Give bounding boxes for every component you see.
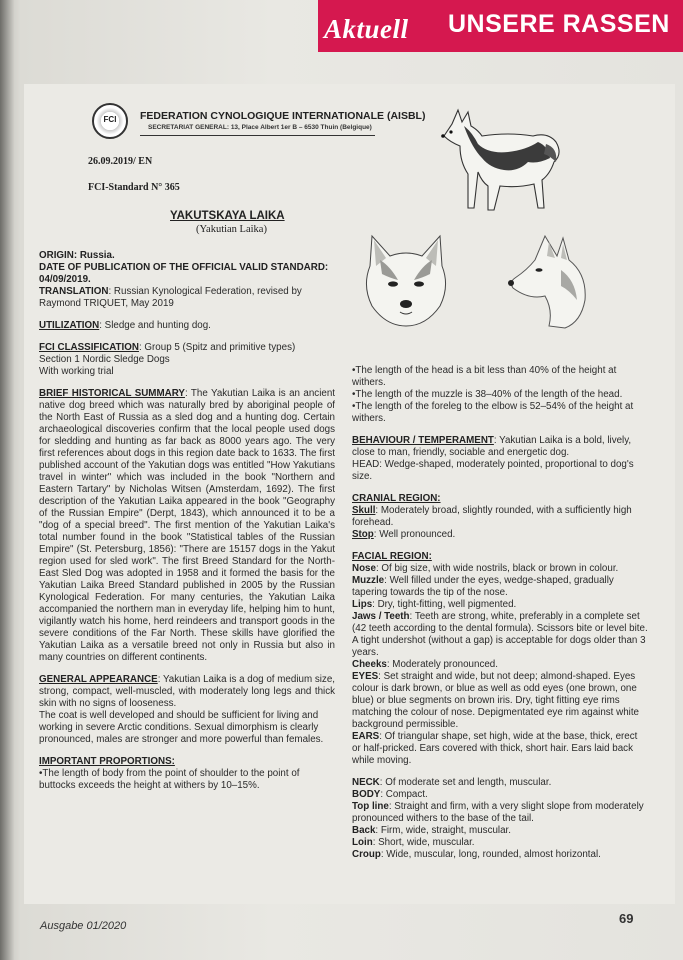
fci-classification-section: Section 1 Nordic Sledge Dogs xyxy=(39,354,170,365)
doc-standard-number: FCI-Standard N° 365 xyxy=(88,182,180,193)
appearance-text: : Yakutian Laika is a dog of medium size, strong, compact, well-muscled, with moderately long legs and thick skin with no signs of looseness. xyxy=(39,674,335,709)
proportions-label: IMPORTANT PROPORTIONS: xyxy=(39,756,175,767)
left-column xyxy=(39,250,335,802)
ears-label: EARS xyxy=(352,731,380,742)
proportion-4: •The length of the foreleg to the elbow is 52–54% of the height at withers. xyxy=(352,401,634,424)
fci-classification-label: FCI CLASSIFICATION xyxy=(39,342,139,353)
topline-label: Top line xyxy=(352,801,389,812)
cheeks-text: : Moderately pronounced. xyxy=(386,659,498,670)
behaviour-label: BEHAVIOUR / TEMPERAMENT xyxy=(352,435,494,446)
jaws-text: : Teeth are strong, white, preferably in a complete set (42 teeth according to the dental formula). Scissors bite or level bite. A tight undershot (without a gap) is acceptable for dogs older than 3 years. xyxy=(352,611,648,658)
page-number: 69 xyxy=(619,911,634,926)
nose-text: : Of big size, with wide nostrils, black or brown in colour. xyxy=(375,563,619,574)
behaviour-text: : Yakutian Laika is a bold, lively, close to man, friendly, sociable and energetic dog. xyxy=(352,435,632,458)
cranial-label: CRANIAL REGION: xyxy=(352,493,441,504)
croup-text: : Wide, muscular, long, rounded, almost horizontal. xyxy=(380,849,601,860)
facial-label: FACIAL REGION: xyxy=(352,551,432,562)
publication-date: DATE OF PUBLICATION OF THE OFFICIAL VALID STANDARD: 04/09/2019. xyxy=(39,262,329,285)
proportion-3: •The length of the muzzle is 38–40% of the length of the head. xyxy=(352,389,623,400)
muzzle-text: : Well filled under the eyes, wedge-shaped, gradually tapering towards the tip of the nose. xyxy=(352,575,614,598)
utilization-label: UTILIZATION xyxy=(39,320,100,331)
fci-name: FEDERATION CYNOLOGIQUE INTERNATIONALE (AISBL) xyxy=(140,110,426,122)
loin-label: Loin xyxy=(352,837,373,848)
skull-text: : Moderately broad, slightly rounded, with a sufficiently high forehead. xyxy=(352,505,632,528)
topline-text: : Straight and firm, with a very slight slope from moderately pronounced withers to the base of the tail. xyxy=(352,801,644,824)
muzzle-label: Muzzle xyxy=(352,575,385,586)
back-text: : Firm, wide, straight, muscular. xyxy=(375,825,511,836)
cheeks-label: Cheeks xyxy=(352,659,387,670)
skull-label: Skull xyxy=(352,505,376,516)
header-title: UNSERE RASSEN xyxy=(448,10,670,38)
back-label: Back xyxy=(352,825,376,836)
history-label: BRIEF HISTORICAL SUMMARY xyxy=(39,388,185,399)
eyes-label: EYES xyxy=(352,671,379,682)
doc-subtitle: (Yakutian Laika) xyxy=(196,224,267,235)
origin: ORIGIN: Russia. xyxy=(39,250,115,261)
footer-issue: Ausgabe 01/2020 xyxy=(40,920,127,932)
loin-text: : Short, wide, muscular. xyxy=(372,837,475,848)
body-text: : Compact. xyxy=(380,789,428,800)
eyes-text: : Set straight and wide, but not deep; almond-shaped. Eyes colour is dark brown, or blue as well as odd eyes (one brown, one blue) or blue segments on brown iris. Dry, tight fitting eye rims matching the colour of nose. Depigmentated eye rim against white background permissible. xyxy=(352,671,639,730)
fci-classification-trial: With working trial xyxy=(39,366,114,377)
jaws-label: Jaws / Teeth xyxy=(352,611,410,622)
dog-head-profile-illustration xyxy=(505,230,600,330)
stop-text: : Well pronounced. xyxy=(373,529,456,540)
page-spine-shadow xyxy=(0,0,14,960)
nose-label: Nose xyxy=(352,563,376,574)
fci-secretariat: SECRETARIAT GENERAL: 13, Place Albert 1er B – 6530 Thuin (Belgique) xyxy=(148,124,372,131)
lips-label: Lips xyxy=(352,599,373,610)
doc-date: 26.09.2019/ EN xyxy=(88,156,153,167)
lips-text: : Dry, tight-fitting, well pigmented. xyxy=(372,599,517,610)
fci-rule xyxy=(140,135,375,136)
neck-text: : Of moderate set and length, muscular. xyxy=(379,777,552,788)
head-text: HEAD: Wedge-shaped, moderately pointed, proportional to dog's size. xyxy=(352,459,634,482)
translation-label: TRANSLATION xyxy=(39,286,109,297)
header-section-label: Aktuell xyxy=(324,14,409,44)
utilization-text: : Sledge and hunting dog. xyxy=(99,320,211,331)
fci-classification-group: : Group 5 (Spitz and primitive types) xyxy=(138,342,296,353)
stop-label: Stop xyxy=(352,529,374,540)
fci-logo-icon: FCI xyxy=(92,103,128,139)
ears-text: : Of triangular shape, set high, wide at the base, thick, erect or half-pricked. Ears covered with thick, short hair. Ears laid back while moving. xyxy=(352,731,638,766)
dog-head-front-illustration xyxy=(360,230,452,330)
proportion-1: •The length of body from the point of shoulder to the point of buttocks exceeds the height at withers by 10–15%. xyxy=(39,768,300,791)
neck-label: NECK xyxy=(352,777,380,788)
proportion-2: •The length of the head is a bit less than 40% of the height at withers. xyxy=(352,365,617,388)
doc-title: YAKUTSKAYA LAIKA xyxy=(170,210,285,222)
appearance-label: GENERAL APPEARANCE xyxy=(39,674,158,685)
translation-text: : Russian Kynological Federation, revised by Raymond TRIQUET, May 2019 xyxy=(39,286,302,309)
dog-standing-illustration xyxy=(438,102,568,217)
right-column xyxy=(352,365,648,861)
croup-label: Croup xyxy=(352,849,381,860)
history-text: : The Yakutian Laika is an ancient native dog breed which was naturally bred by aboriginal people of the North East of Russia as a sled dog and a hunting dog. Certain archaeological discoveries confirm that the local people used dogs for sledding and hunting as far back as 8000 years ago. The very first references about dogs in this region date back to 1633. The first published account of the Yakutian dogs was entitled "How Yakutians travel in winter" which was included in the book "Northern and Eastern Tartary" by Nicholas Witsen (Amsterdam, 1692). The first description of the Yakutian Laika appeared in the book "Geography of the Russian Empire" (Derpt, 1843), which announced it to be a "dog of a special breed". The first mention of the Yakutian Laika's total number found in the book "Statistical tables of the Russian Empire" (St. Petersburg, 1856): "There are 15157 dogs in the Yakut region used for sled work". The first Breed Standard for the North-East Sled Dog was adopted in 1958 and it formed the basis for the Yakutian Laika Breed Standard published in 2005 by the Russian Kynological Federation. For many centuries, the Yakutian Laika accompanied the northern man in everyday life, helping him to hunt, vigilantly watch his home, herd reindeers and transport goods in the severe conditions of the Far North. These skills have glorified the Yakutian Laika as a versatile breed not only in Russia but also in many countries on different continents. xyxy=(39,388,335,663)
appearance-text-2: The coat is well developed and should be sufficient for living and working in severe Arctic conditions. Sexual dimorphism is clearly pronounced, males are stronger and more powerful than females. xyxy=(39,710,324,745)
body-label: BODY xyxy=(352,789,381,800)
